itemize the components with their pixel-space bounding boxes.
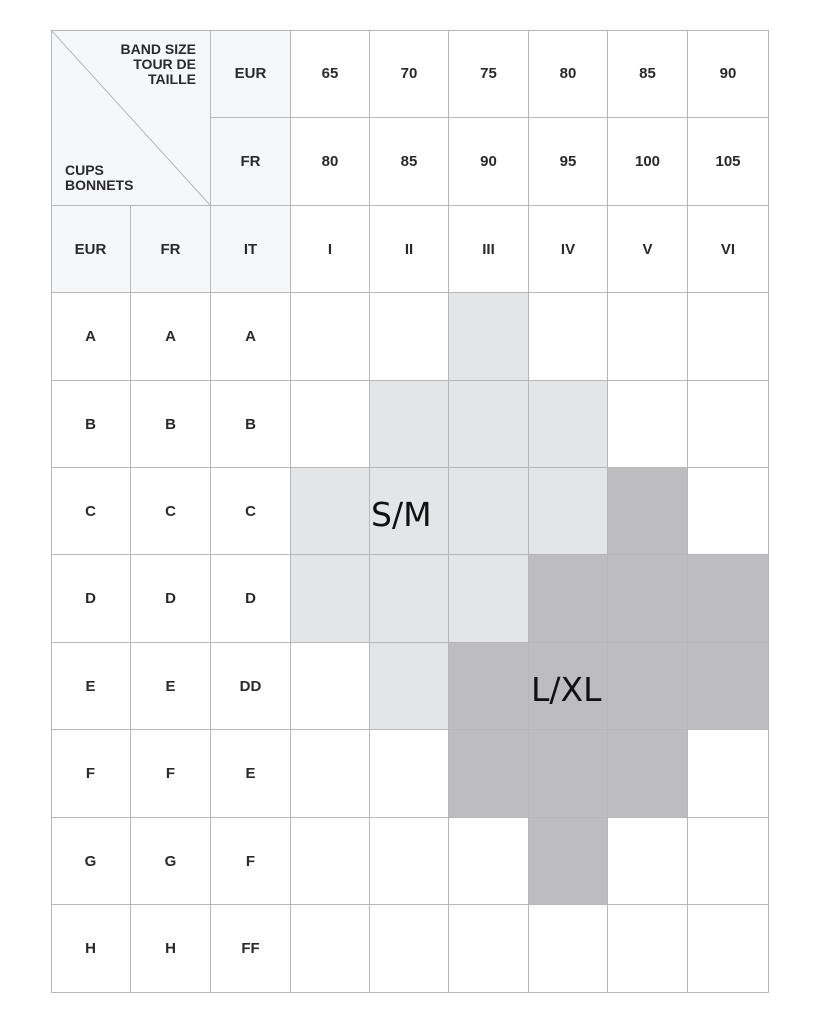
size-label-sm: S/M [371, 495, 432, 534]
size-cell-sm [529, 468, 608, 555]
size-cell-sm [370, 555, 449, 643]
size-cell-lxl [529, 555, 608, 643]
band-size-cell: 70 [370, 30, 449, 118]
size-cell [370, 818, 449, 905]
size-cell-sm [370, 643, 449, 730]
size-cell [688, 468, 769, 555]
size-cell-lxl [608, 643, 688, 730]
cup-system-header: FR [131, 206, 211, 293]
size-cell [370, 730, 449, 818]
size-cell [449, 905, 529, 993]
cups-line: BONNETS [65, 177, 134, 193]
size-cell [370, 905, 449, 993]
cup-it-cell: DD [211, 643, 291, 730]
size-cell-sm [449, 293, 529, 381]
cup-system-header: EUR [51, 206, 131, 293]
it-band-cell: II [370, 206, 449, 293]
size-cell-lxl [688, 643, 769, 730]
size-cell [291, 730, 370, 818]
band-size-cell: 80 [529, 30, 608, 118]
size-cell [291, 293, 370, 381]
size-cell [688, 905, 769, 993]
size-cell-lxl [449, 643, 529, 730]
cup-fr-cell: F [131, 730, 211, 818]
band-size-line: TAILLE [148, 71, 196, 87]
cup-fr-cell: D [131, 555, 211, 643]
band-size-cell: 85 [370, 118, 449, 206]
it-band-cell: VI [688, 206, 769, 293]
cup-fr-cell: H [131, 905, 211, 993]
size-cell [688, 730, 769, 818]
size-cell [291, 381, 370, 468]
size-cell [608, 293, 688, 381]
size-cell-lxl [449, 730, 529, 818]
cup-it-cell: A [211, 293, 291, 381]
size-cell [291, 905, 370, 993]
cup-it-cell: E [211, 730, 291, 818]
size-cell-sm [529, 381, 608, 468]
size-cell [688, 293, 769, 381]
band-size-cell: 90 [688, 30, 769, 118]
band-size-cell: 80 [291, 118, 370, 206]
band-size-cell: 75 [449, 30, 529, 118]
size-cell-sm [449, 468, 529, 555]
cup-fr-cell: B [131, 381, 211, 468]
band-size-cell: 90 [449, 118, 529, 206]
size-cell [608, 905, 688, 993]
cup-system-header: IT [211, 206, 291, 293]
band-size-cell: 105 [688, 118, 769, 206]
band-system-label: EUR [211, 30, 291, 118]
size-cell [608, 381, 688, 468]
cup-eur-cell: C [51, 468, 131, 555]
size-cell [608, 818, 688, 905]
cup-eur-cell: B [51, 381, 131, 468]
cup-it-cell: FF [211, 905, 291, 993]
it-band-cell: I [291, 206, 370, 293]
size-cell-lxl [529, 818, 608, 905]
size-cell-lxl [688, 555, 769, 643]
cup-eur-cell: E [51, 643, 131, 730]
size-cell-sm [291, 468, 370, 555]
cup-fr-cell: C [131, 468, 211, 555]
size-cell [449, 818, 529, 905]
size-cell-sm [291, 555, 370, 643]
it-band-cell: V [608, 206, 688, 293]
cup-it-cell: B [211, 381, 291, 468]
size-cell [291, 643, 370, 730]
cup-fr-cell: A [131, 293, 211, 381]
it-band-cell: III [449, 206, 529, 293]
band-size-line: TOUR DE [133, 56, 196, 72]
cup-eur-cell: D [51, 555, 131, 643]
size-cell-sm [449, 381, 529, 468]
size-cell-lxl [608, 730, 688, 818]
cup-eur-cell: H [51, 905, 131, 993]
size-cell-sm [370, 381, 449, 468]
size-cell [529, 905, 608, 993]
band-size-cell: 65 [291, 30, 370, 118]
cup-eur-cell: A [51, 293, 131, 381]
size-cell [688, 818, 769, 905]
cup-it-cell: D [211, 555, 291, 643]
band-size-cell: 95 [529, 118, 608, 206]
cup-fr-cell: E [131, 643, 211, 730]
size-cell [688, 381, 769, 468]
size-cell-lxl [608, 555, 688, 643]
cup-eur-cell: F [51, 730, 131, 818]
size-cell-lxl [529, 730, 608, 818]
cup-it-cell: F [211, 818, 291, 905]
band-system-label: FR [211, 118, 291, 206]
band-size-line: BAND SIZE [120, 41, 196, 57]
size-cell [529, 293, 608, 381]
band-size-cell: 100 [608, 118, 688, 206]
it-band-cell: IV [529, 206, 608, 293]
size-label-lxl: L/XL [531, 670, 602, 709]
size-cell-sm [449, 555, 529, 643]
cup-eur-cell: G [51, 818, 131, 905]
cup-it-cell: C [211, 468, 291, 555]
size-cell [370, 293, 449, 381]
size-cell [291, 818, 370, 905]
cups-line: CUPS [65, 162, 104, 178]
cup-fr-cell: G [131, 818, 211, 905]
size-cell-lxl [608, 468, 688, 555]
band-size-cell: 85 [608, 30, 688, 118]
